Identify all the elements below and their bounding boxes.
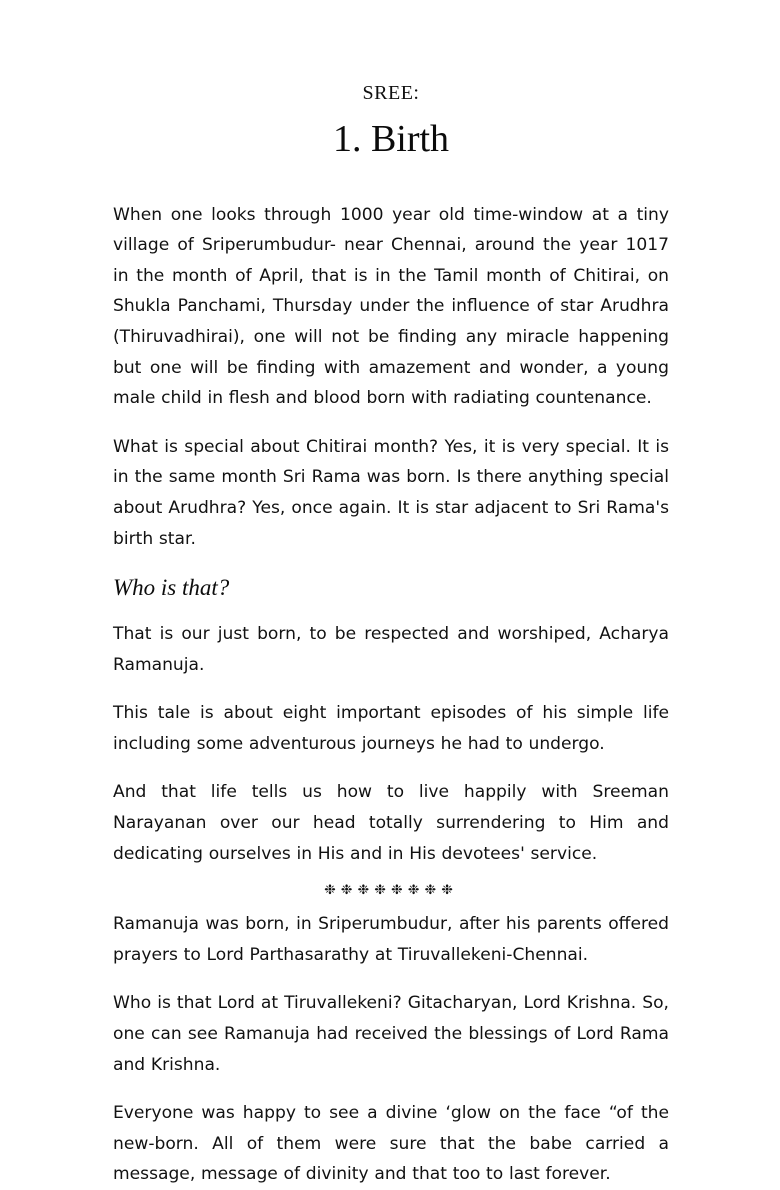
asterisk-ornament-icon: ❉ [391, 882, 408, 898]
asterisk-ornament-icon: ❉ [374, 882, 391, 898]
paragraph-spacer [113, 1080, 669, 1098]
paragraph: This tale is about eight important episodes of his simple life including some adventurous journeys he had to undergo. [113, 703, 669, 754]
paragraph: Who is that Lord at Tiruvallekeni? Gitacharyan, Lord Krishna. So, one can see Ramanuja had received the blessings of Lord Rama and Krishna. [113, 993, 669, 1075]
section-subheading: Who is that? [113, 575, 230, 601]
page-content [113, 0, 669, 1190]
paragraph: Everyone was happy to see a divine ‘glow on the face “of the new-born. All of them were sure that the babe carried a message, message of divinity and that too to last forever. [113, 1103, 669, 1185]
page-title: 1. Birth [332, 118, 450, 160]
paragraph: That is our just born, to be respected and worshiped, Acharya Ramanuja. [113, 623, 669, 675]
paragraph-spacer [113, 970, 669, 988]
ornamental-divider [113, 869, 669, 909]
paragraph-spacer [113, 414, 669, 432]
paragraph: And that life tells us how to live happily with Sreeman Narayanan over our head totally surrendering to Him and dedicating ourselves in His and in His devotees' service. [113, 782, 669, 864]
body-text [113, 200, 669, 1190]
subheading-spacer-top [113, 554, 669, 574]
asterisk-ornament-icon: ❉ [441, 882, 458, 898]
asterisk-ornament-icon: ❉ [324, 882, 341, 898]
asterisk-ornament-icon: ❉ [407, 882, 425, 898]
paragraph: Ramanuja was born, in Sriperumbudur, after his parents offered prayers to Lord Parthasarathy at Tiruvallekeni-Chennai. [113, 914, 669, 965]
paragraph-spacer [113, 759, 669, 777]
paragraph: What is special about Chitirai month? Yes, it is very special. It is in the same month Sri Rama was born. Is there anything special about Arudhra? Yes, once again. It is star adjacent to Sri Rama's birth star. [113, 436, 669, 549]
asterisk-ornament-icon: ❉ [357, 882, 375, 898]
paragraph-spacer [113, 680, 669, 698]
subheading-spacer-bottom [113, 603, 669, 619]
asterisk-ornament-icon: ❉ [340, 882, 358, 898]
series-label: SREE: [362, 82, 420, 104]
paragraph: When one looks through 1000 year old time-window at a tiny village of Sriperumbudur- near Chennai, around the year 1017 in the month of April, that is in the Tamil month of Chitirai, on Shukla Panchami, Thursday under the influence of star Arudhra (Thiruvadhirai), one will not be finding any miracle happening but one will be finding with amazement and wonder, a young male child in flesh and blood born with radiating countenance. [113, 204, 669, 409]
asterisk-ornament-icon: ❉ [424, 882, 442, 898]
